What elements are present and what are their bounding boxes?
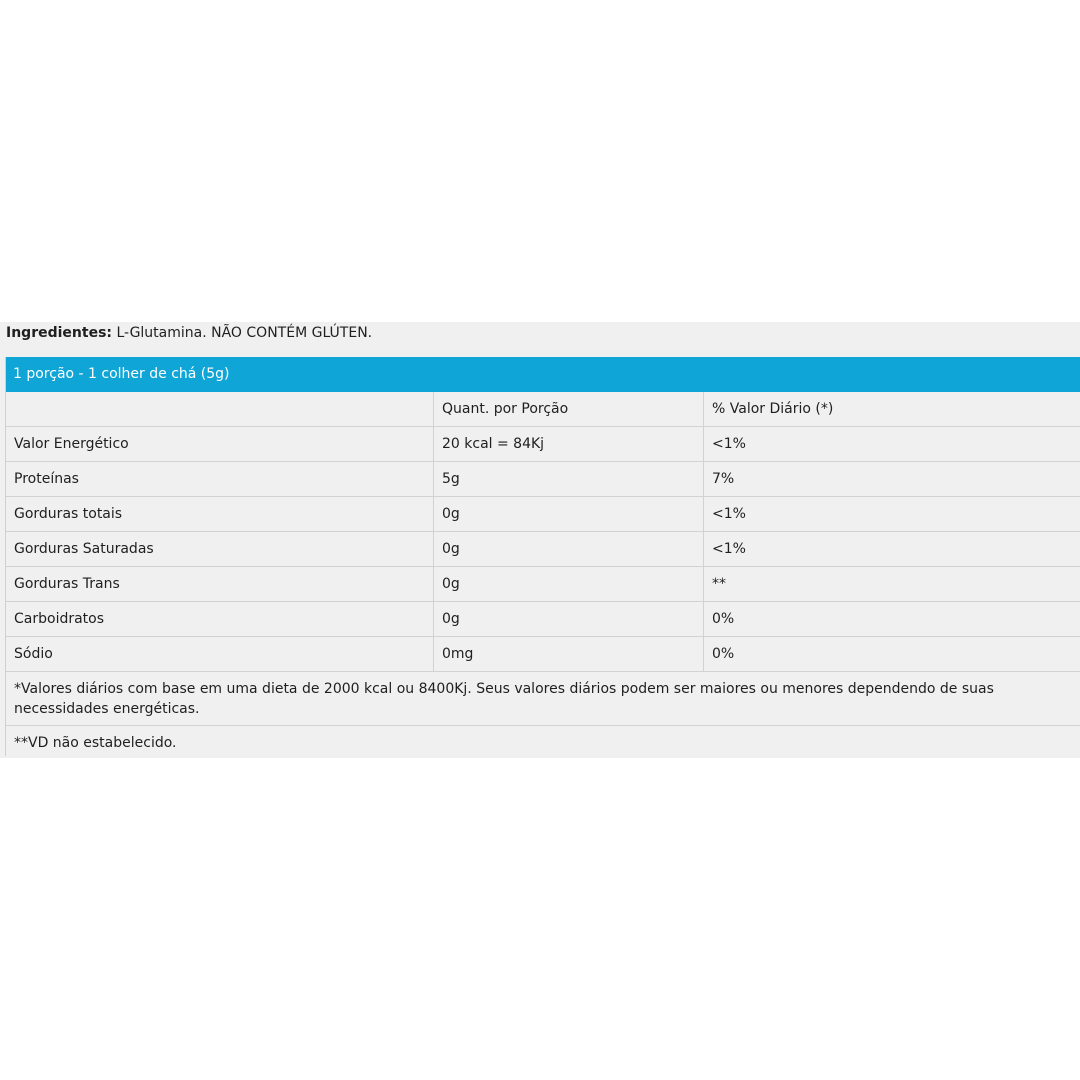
nutrient-quantity: 0g: [434, 497, 704, 531]
nutrient-name: Valor Energético: [6, 427, 434, 461]
header-cell-daily-value: % Valor Diário (*): [712, 401, 834, 417]
nutrient-quantity: 0g: [434, 532, 704, 566]
nutrient-daily-value: <1%: [712, 436, 746, 452]
table-row: [6, 532, 1080, 567]
nutrient-name: Gorduras Saturadas: [6, 532, 434, 566]
table-row: [6, 427, 1080, 462]
nutrient-name: Gorduras totais: [6, 497, 434, 531]
nutrient-daily-value: 7%: [712, 471, 735, 487]
header-cell-quantity: Quant. por Porção: [434, 392, 704, 426]
nutrition-table: [5, 357, 1080, 756]
table-row: [6, 602, 1080, 637]
nutrient-quantity: 5g: [434, 462, 704, 496]
nutrient-quantity: 0g: [434, 602, 704, 636]
nutrient-daily-value: 0%: [712, 646, 735, 662]
nutrient-daily-value: <1%: [712, 506, 746, 522]
nutrient-daily-value: 0%: [712, 611, 735, 627]
footnote-vd: **VD não estabelecido.: [14, 735, 177, 751]
nutrient-name: Proteínas: [6, 462, 434, 496]
ingredients-line: [6, 322, 372, 344]
nutrient-name: Carboidratos: [6, 602, 434, 636]
serving-header: 1 porção - 1 colher de chá (5g): [6, 357, 1080, 392]
table-header-row: [6, 392, 1080, 427]
table-row: [6, 637, 1080, 672]
nutrient-quantity: 0mg: [434, 637, 704, 671]
table-row: [6, 462, 1080, 497]
ingredients-label: Ingredientes:: [6, 325, 112, 341]
table-row: [6, 497, 1080, 532]
header-cell-nutrient: [6, 392, 434, 426]
nutrient-daily-value: **: [712, 576, 726, 592]
ingredients-text: L-Glutamina. NÃO CONTÉM GLÚTEN.: [112, 325, 373, 341]
nutrient-name: Gorduras Trans: [6, 567, 434, 601]
table-row: [6, 567, 1080, 602]
nutrient-name: Sódio: [6, 637, 434, 671]
nutrient-quantity: 20 kcal = 84Kj: [434, 427, 704, 461]
footnote-daily-values: *Valores diários com base em uma dieta de 2000 kcal ou 8400Kj. Seus valores diários podem ser maiores ou menores dependendo de suas necessidades energéticas.: [6, 672, 1080, 726]
nutrient-daily-value: <1%: [712, 541, 746, 557]
nutrient-quantity: 0g: [434, 567, 704, 601]
